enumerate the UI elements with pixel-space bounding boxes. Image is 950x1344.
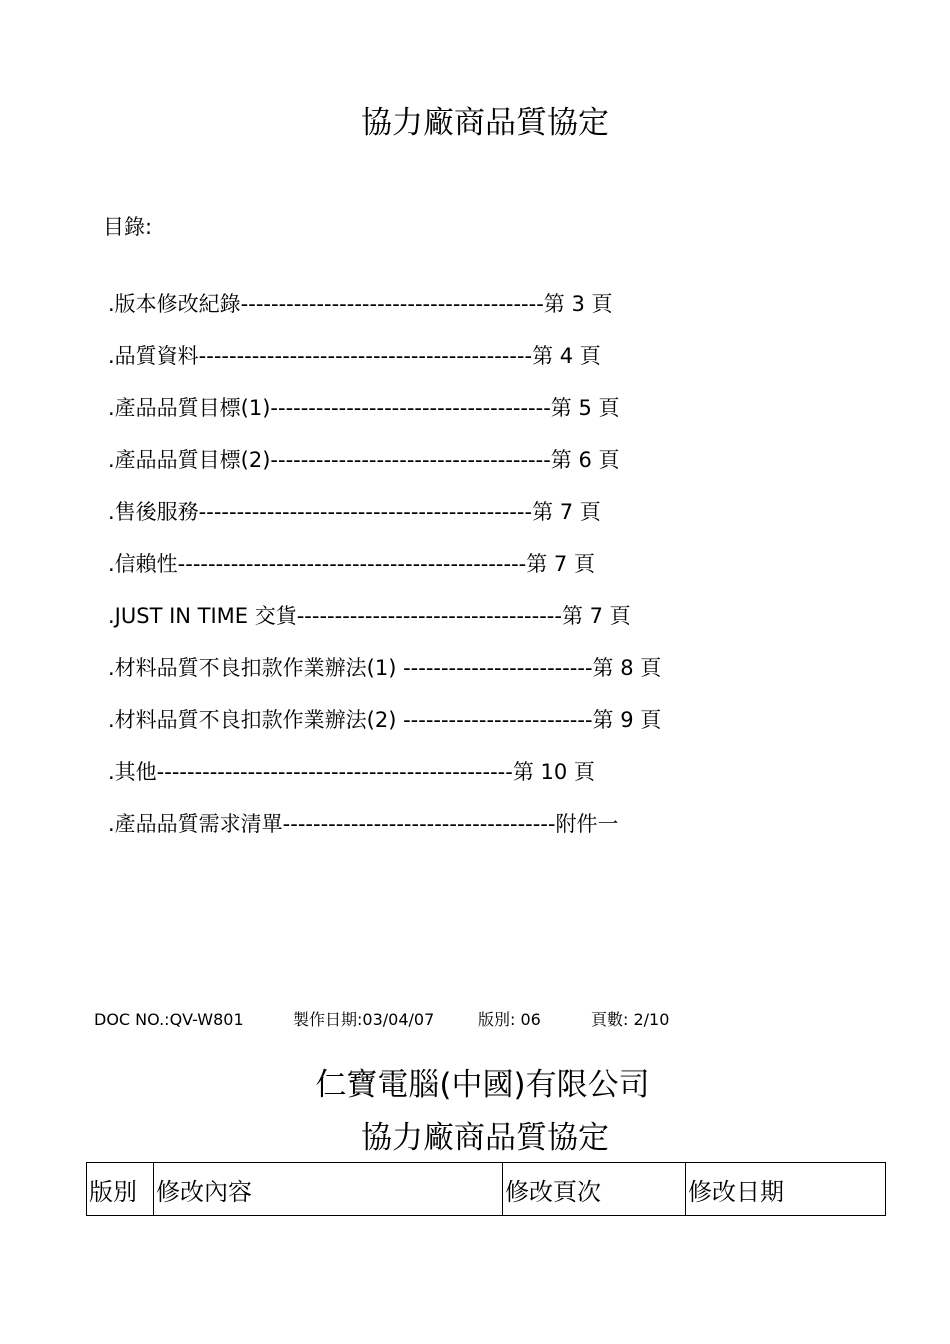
table-header-row [87,1163,886,1216]
creation-date: 製作日期:03/04/07 [293,1010,435,1029]
column-header-version: 版別 [87,1163,154,1216]
toc-item-after-sales: .售後服務--------------------------------------------第 7 頁 [108,500,601,524]
column-header-content: 修改內容 [154,1163,503,1216]
column-header-pages: 修改頁次 [503,1163,686,1216]
next-page-title: 協力廠商品質協定 [361,1120,609,1156]
table-of-contents [108,287,661,859]
toc-item-defect-deduction-1: .材料品質不良扣款作業辦法(1) -------------------------第 8 頁 [108,656,662,680]
toc-item-quality-data: .品質資料--------------------------------------------第 4 頁 [108,344,601,368]
toc-item-requirements-list: .產品品質需求清單------------------------------------附件一 [108,812,619,836]
document-title: 協力廠商品質協定 [361,105,609,141]
company-name: 仁寶電腦(中國)有限公司 [315,1067,650,1103]
page-count: 頁數: 2/10 [591,1010,670,1029]
toc-item-jit-delivery: .JUST IN TIME 交貨-----------------------------------第 7 頁 [108,604,631,628]
toc-item-quality-target-1: .產品品質目標(1)-------------------------------------第 5 頁 [108,396,620,420]
revision-table [86,1162,886,1216]
toc-item-defect-deduction-2: .材料品質不良扣款作業辦法(2) -------------------------第 9 頁 [108,708,662,732]
toc-heading: 目錄: [103,215,153,239]
toc-item-other: .其他-----------------------------------------------第 10 頁 [108,760,595,784]
column-header-date: 修改日期 [686,1163,886,1216]
toc-item-revision-log: .版本修改紀錄----------------------------------------第 3 頁 [108,292,613,316]
toc-item-reliability: .信賴性----------------------------------------------第 7 頁 [108,552,595,576]
version-label: 版別: 06 [478,1010,541,1029]
doc-number: DOC NO.:QV-W801 [94,1010,244,1029]
toc-item-quality-target-2: .產品品質目標(2)-------------------------------------第 6 頁 [108,448,620,472]
